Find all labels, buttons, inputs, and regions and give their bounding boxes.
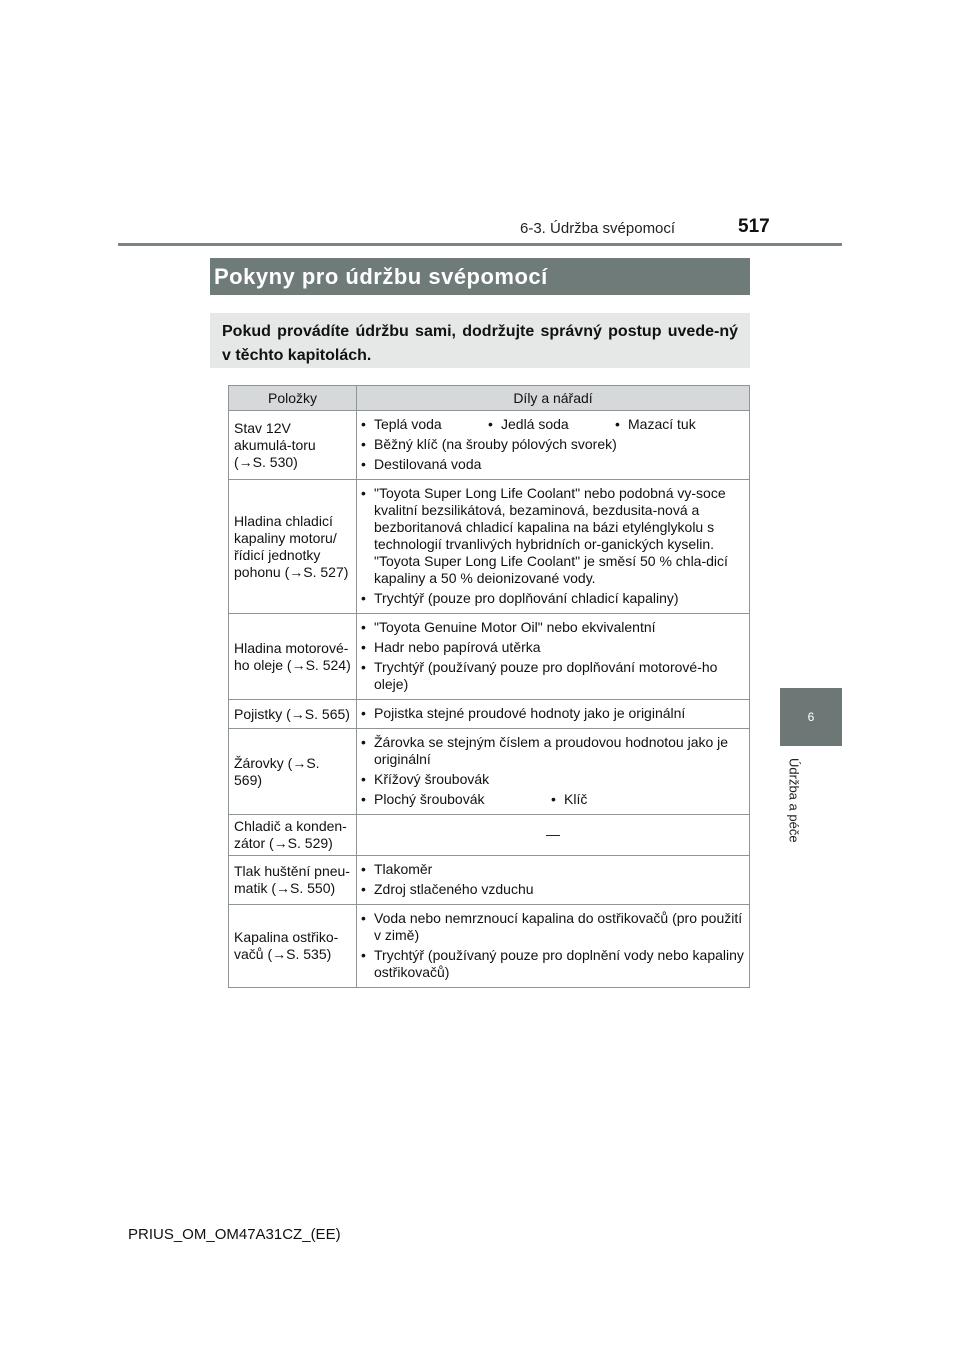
bullet-text: Běžný klíč (na šrouby pólových svorek) <box>374 436 617 452</box>
bullet-icon: • <box>361 485 366 501</box>
bullet-line <box>361 947 745 981</box>
bullet-line <box>361 590 745 607</box>
bullet-line <box>361 734 745 768</box>
table-row <box>229 411 750 480</box>
parts-cell <box>357 614 750 700</box>
bullet-icon: • <box>361 639 366 655</box>
header-rule <box>118 243 842 246</box>
bullet-text: "Toyota Super Long Life Coolant" nebo podobná vy-soce kvalitní bezsilikátová, bezaminová, bezdusita-nová a bezboritanová chladicí kapalina na bázi etylénglykolu s technologií trvanlivých hybridních or-ganických kyselin. "Toyota Super Long Life Coolant" je směsí 50 % chla-dicí kapaliny a 50 % deionizované vody. <box>374 485 728 586</box>
bullet-item <box>361 791 551 808</box>
table-header-row <box>229 386 750 411</box>
item-cell: Žárovky (→S. 569) <box>229 729 357 815</box>
bullet-icon: • <box>361 705 366 721</box>
bullet-icon: • <box>361 456 366 472</box>
bullet-line <box>361 639 745 656</box>
bullet-item <box>615 416 745 433</box>
bullet-text: Pojistka stejné proudové hodnoty jako je originální <box>374 705 686 721</box>
item-cell: Hladina chladicí kapaliny motoru/ řídicí jednotky pohonu (→S. 527) <box>229 480 357 614</box>
table-row <box>229 856 750 905</box>
bullet-text: Žárovka se stejným číslem a proudovou hodnotou jako je originální <box>374 734 729 767</box>
parts-cell <box>357 815 750 856</box>
bullet-icon: • <box>361 619 366 635</box>
bullet-text: Klíč <box>564 791 588 807</box>
bullet-text: Zdroj stlačeného vzduchu <box>374 881 534 897</box>
column-header-items: Položky <box>229 386 357 411</box>
bullet-text: Teplá voda <box>374 416 442 432</box>
item-cell: Tlak huštění pneu-matik (→S. 550) <box>229 856 357 905</box>
bullet-icon: • <box>361 771 366 787</box>
table-row <box>229 905 750 988</box>
bullet-icon: • <box>361 734 366 750</box>
bullet-line-multi <box>361 416 745 433</box>
item-cell: Kapalina ostřiko-vačů (→S. 535) <box>229 905 357 988</box>
page-title: Pokyny pro údržbu svépomocí <box>214 263 548 289</box>
bullet-icon: • <box>361 861 366 877</box>
bullet-text: Křížový šroubovák <box>374 771 490 787</box>
table-row <box>229 700 750 729</box>
bullet-line <box>361 861 745 878</box>
table-row <box>229 729 750 815</box>
bullet-icon: • <box>361 791 366 807</box>
bullet-line <box>361 771 745 788</box>
parts-cell <box>357 729 750 815</box>
bullet-icon: • <box>361 659 366 675</box>
page-number: 517 <box>738 216 770 237</box>
parts-cell <box>357 856 750 905</box>
bullet-line <box>361 881 745 898</box>
header-section: 6-3. Údržba svépomocí <box>520 220 676 237</box>
bullet-text: Destilovaná voda <box>374 456 482 472</box>
bullet-item <box>361 416 488 433</box>
bullet-icon: • <box>361 881 366 897</box>
bullet-icon: • <box>615 416 620 432</box>
bullet-line <box>361 705 745 722</box>
table-row <box>229 815 750 856</box>
column-header-parts: Díly a nářadí <box>357 386 750 411</box>
bullet-line <box>361 485 745 587</box>
bullet-icon: • <box>361 590 366 606</box>
footer-doc-code: PRIUS_OM_OM47A31CZ_(EE) <box>128 1226 341 1243</box>
table-body <box>229 411 750 988</box>
parts-cell <box>357 480 750 614</box>
chapter-tab-number: 6 <box>807 710 815 724</box>
chapter-tab-label: Údržba a péče <box>786 758 802 843</box>
bullet-line <box>361 436 745 453</box>
item-cell: Chladič a konden-zátor (→S. 529) <box>229 815 357 856</box>
item-cell: Hladina motorové-ho oleje (→S. 524) <box>229 614 357 700</box>
table-row <box>229 614 750 700</box>
bullet-text: Trychtýř (pouze pro doplňování chladicí kapaliny) <box>374 590 679 606</box>
table-row <box>229 480 750 614</box>
item-cell: Stav 12V akumulá-toru (→S. 530) <box>229 411 357 480</box>
bullet-text: Plochý šroubovák <box>374 791 485 807</box>
parts-cell <box>357 411 750 480</box>
chapter-tab[interactable] <box>780 688 842 746</box>
intro-box: Pokud provádíte údržbu sami, dodržujte správný postup uvede-ný v těchto kapitolách. <box>210 313 750 368</box>
bullet-text: Voda nebo nemrznoucí kapalina do ostřikovačů (pro použití v zimě) <box>374 910 743 943</box>
bullet-icon: • <box>361 947 366 963</box>
bullet-icon: • <box>361 416 366 432</box>
bullet-icon: • <box>361 910 366 926</box>
bullet-text: Hadr nebo papírová utěrka <box>374 639 541 655</box>
bullet-text: Mazací tuk <box>628 416 696 432</box>
parts-cell <box>357 905 750 988</box>
bullet-line <box>361 456 745 473</box>
maintenance-table <box>228 385 750 988</box>
bullet-line <box>361 659 745 693</box>
parts-cell <box>357 700 750 729</box>
bullet-item <box>551 791 701 808</box>
bullet-icon: • <box>488 416 493 432</box>
bullet-line-multi <box>361 791 745 808</box>
bullet-text: Jedlá soda <box>501 416 569 432</box>
bullet-text: Trychtýř (používaný pouze pro doplnění vody nebo kapaliny ostřikovačů) <box>374 947 744 980</box>
bullet-line <box>361 910 745 944</box>
item-cell: Pojistky (→S. 565) <box>229 700 357 729</box>
bullet-item <box>488 416 615 433</box>
bullet-icon: • <box>551 791 556 807</box>
page-title-bar <box>210 258 750 295</box>
bullet-text: Trychtýř (používaný pouze pro doplňování motorové-ho oleje) <box>374 659 718 692</box>
bullet-text: Tlakoměr <box>374 861 433 877</box>
bullet-line <box>361 619 745 636</box>
no-parts-dash: — <box>546 826 560 842</box>
bullet-icon: • <box>361 436 366 452</box>
bullet-text: "Toyota Genuine Motor Oil" nebo ekvivalentní <box>374 619 656 635</box>
